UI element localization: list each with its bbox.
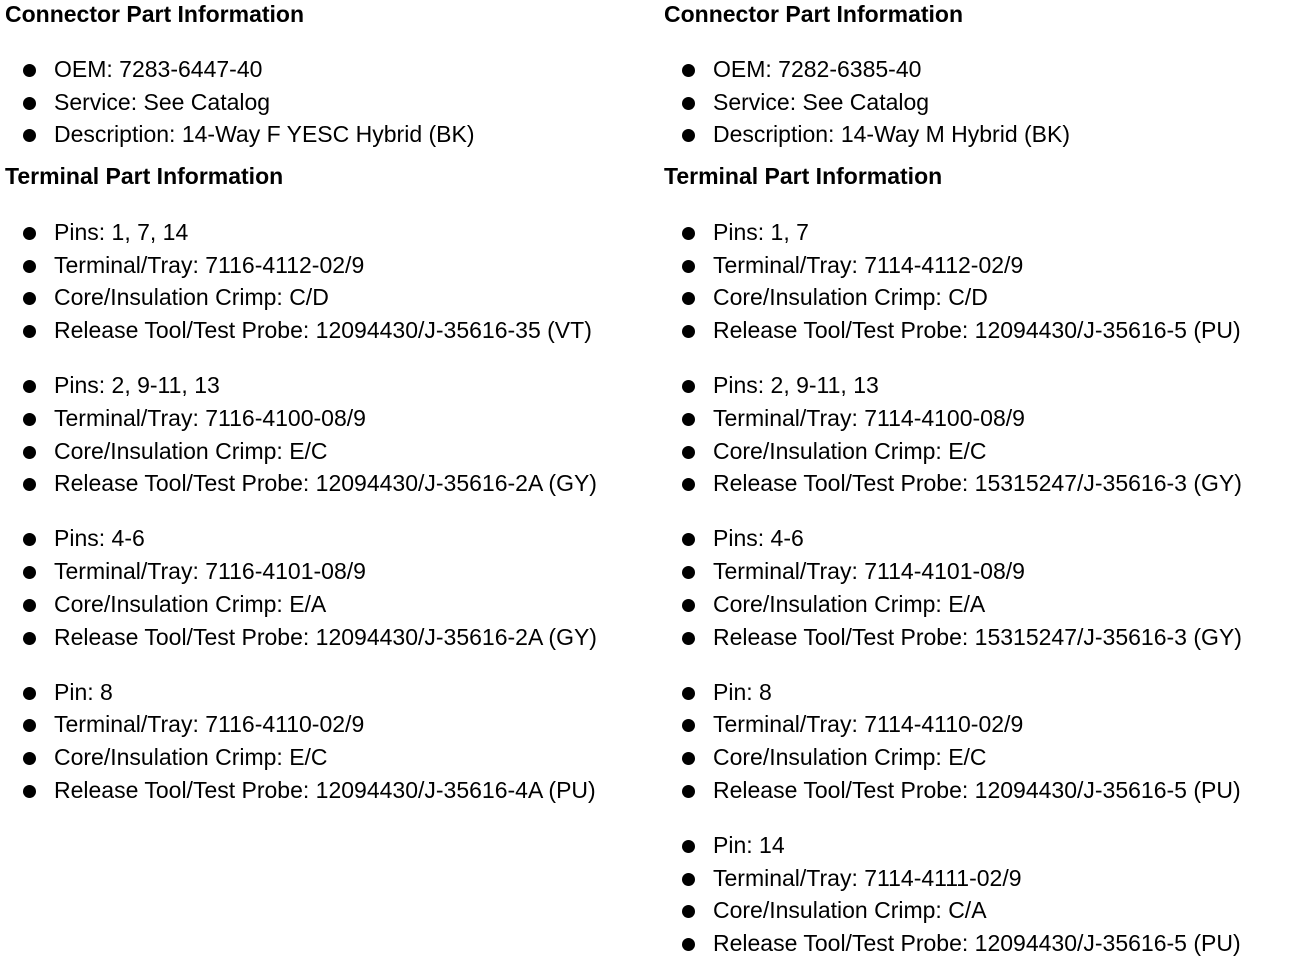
bullet-icon [23,478,36,491]
list-item-text: Pins: 1, 7 [713,219,809,245]
list-item-text: Pin: 8 [713,678,772,705]
list-item-text: Core/Insulation Crimp: C/D [54,284,329,311]
bullet-icon [682,446,695,459]
list-item-text: Pins: 2, 9-11, 13 [713,372,879,399]
bullet-icon [23,719,36,732]
bullet-icon [682,719,695,732]
list-item-text: Terminal/Tray: 7116-4100-08/9 [54,404,366,431]
bullet-icon [23,325,36,338]
list-item-text: Terminal/Tray: 7114-4101-08/9 [713,558,1025,585]
list-item-text: Pins: 4-6 [713,525,804,552]
bullet-icon [682,840,695,853]
list-item-text: Pins: 2, 9-11, 13 [54,372,220,399]
list-item-text: Terminal/Tray: 7114-4112-02/9 [713,251,1024,278]
bullet-icon [682,64,695,77]
list-item-text: Release Tool/Test Probe: 12094430/J-35616-4A (PU) [54,776,596,803]
list-item-text: Terminal/Tray: 7114-4100-08/9 [713,404,1025,431]
list-item-text: Terminal/Tray: 7114-4111-02/9 [713,864,1022,891]
connector-part-heading: Connector Part Information [5,1,305,27]
bullet-icon [682,687,695,700]
bullet-icon [23,129,36,142]
list-item-text: Release Tool/Test Probe: 15315247/J-35616-3 (GY) [713,470,1242,497]
bullet-icon [23,64,36,77]
list-item-text: Pin: 8 [54,678,113,705]
list-item-text: Terminal/Tray: 7116-4101-08/9 [54,558,366,585]
bullet-icon [682,292,695,305]
list-item-text: Release Tool/Test Probe: 12094430/J-35616-5 (PU) [713,776,1241,803]
list-item-text: Service: See Catalog [54,88,271,115]
bullet-icon [682,227,695,240]
list-item-text: Core/Insulation Crimp: E/C [713,437,987,464]
list-item-text: Core/Insulation Crimp: E/A [54,590,327,617]
list-item-text: Core/Insulation Crimp: E/A [713,590,986,617]
bullet-icon [682,380,695,393]
connector-part-heading: Connector Part Information [664,1,964,27]
bullet-icon [23,566,36,579]
bullet-icon [682,413,695,426]
list-item-text: Pin: 14 [713,831,785,858]
list-item-text: Release Tool/Test Probe: 12094430/J-35616-35 (VT) [54,317,592,344]
bullet-icon [682,325,695,338]
list-item-text: Core/Insulation Crimp: E/C [713,744,987,770]
list-item-text: Release Tool/Test Probe: 15315247/J-35616-3 (GY) [713,623,1242,650]
bullet-icon [23,599,36,612]
bullet-icon [682,533,695,546]
bullet-icon [682,260,695,273]
list-item-text: Core/Insulation Crimp: C/A [713,897,987,924]
bullet-icon [23,687,36,700]
bullet-icon [682,905,695,918]
list-item-text: Pins: 1, 7, 14 [54,219,189,245]
bullet-icon [682,599,695,612]
list-item-text: Core/Insulation Crimp: E/C [54,744,328,770]
list-item-text: Terminal/Tray: 7116-4112-02/9 [54,251,365,278]
list-item-text: Pins: 4-6 [54,525,145,552]
bullet-icon [23,260,36,273]
bullet-icon [682,129,695,142]
bullet-icon [682,478,695,491]
list-item-text: Description: 14-Way M Hybrid (BK) [713,121,1071,148]
bullet-icon [23,752,36,765]
list-item-text: Release Tool/Test Probe: 12094430/J-35616-2A (GY) [54,623,597,650]
bullet-icon [682,785,695,798]
bullet-icon [682,632,695,645]
bullet-icon [23,227,36,240]
bullet-icon [682,97,695,110]
list-item-text: Terminal/Tray: 7114-4110-02/9 [713,711,1024,738]
bullet-icon [23,446,36,459]
bullet-icon [23,292,36,305]
bullet-icon [682,752,695,765]
list-item-text: OEM: 7283-6447-40 [54,56,263,82]
bullet-icon [23,97,36,110]
list-item-text: Description: 14-Way F YESC Hybrid (BK) [54,121,475,148]
list-item-text: Release Tool/Test Probe: 12094430/J-35616-5 (PU) [713,317,1241,344]
list-item-text: OEM: 7282-6385-40 [713,56,922,82]
bullet-icon [682,566,695,579]
list-item-text: Service: See Catalog [713,88,930,115]
bullet-icon [682,873,695,886]
terminal-part-heading: Terminal Part Information [664,163,943,189]
bullet-icon [23,413,36,426]
list-item-text: Terminal/Tray: 7116-4110-02/9 [54,711,365,738]
list-item-text: Release Tool/Test Probe: 12094430/J-35616-5 (PU) [713,929,1241,956]
bullet-icon [682,938,695,951]
bullet-icon [23,533,36,546]
list-item-text: Core/Insulation Crimp: E/C [54,437,328,464]
bullet-icon [23,785,36,798]
bullet-icon [23,632,36,645]
list-item-text: Core/Insulation Crimp: C/D [713,284,988,311]
bullet-icon [23,380,36,393]
list-item-text: Release Tool/Test Probe: 12094430/J-35616-2A (GY) [54,470,597,497]
terminal-part-heading: Terminal Part Information [5,163,284,189]
